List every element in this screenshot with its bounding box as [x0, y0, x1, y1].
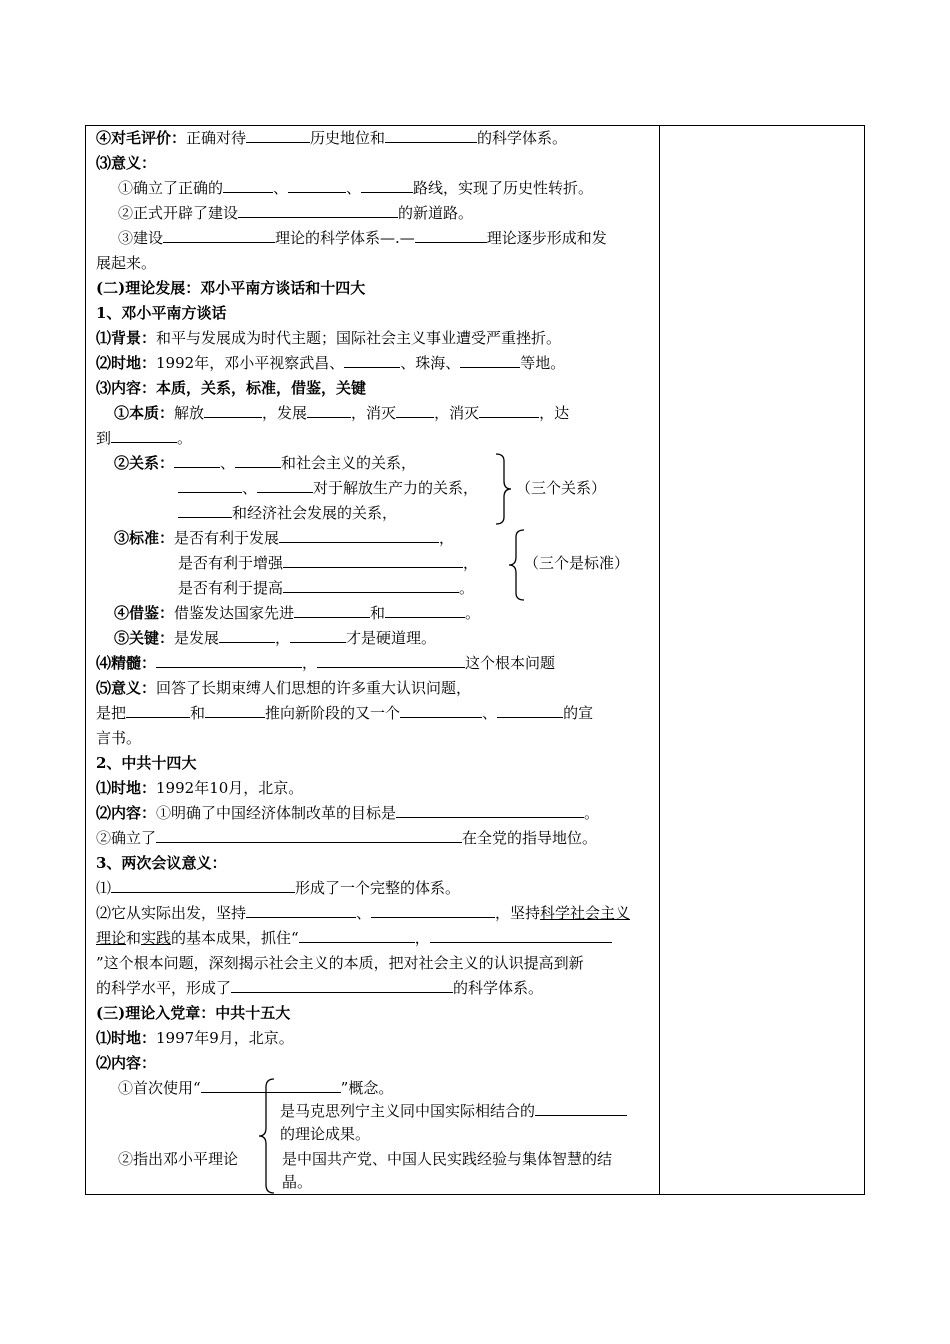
- relation-line-2: 、 对于解放生产力的关系，: [178, 478, 478, 498]
- column-divider: [659, 126, 660, 1194]
- blank[interactable]: [460, 353, 520, 368]
- essence-core-line: ⑷精髓： ， 这个根本问题: [96, 654, 556, 672]
- background-line: ⑴背景：和平与发展成为时代主题；国际社会主义事业遭受严重挫折。: [96, 329, 562, 347]
- blank[interactable]: [385, 128, 477, 143]
- blank[interactable]: [235, 453, 281, 468]
- blank[interactable]: [231, 978, 453, 993]
- blank[interactable]: [283, 553, 463, 568]
- significance-heading: ⑶意义：: [96, 154, 157, 172]
- blank[interactable]: [307, 403, 351, 418]
- meaning-line-1: ⑸意义：回答了长期束缚人们思想的许多重大认识问题，: [96, 679, 472, 697]
- essence-line: ①本质：解放 ，发展 ，消灭 ，消灭 ，达: [114, 404, 570, 422]
- blank[interactable]: [246, 903, 356, 918]
- blank[interactable]: [283, 578, 459, 593]
- blank[interactable]: [111, 878, 295, 893]
- significance-item-2: ②正式开辟了建设 的新道路。: [118, 204, 474, 222]
- congress15-time-line: ⑴时地：1997年9月，北京。: [96, 1029, 294, 1047]
- blank[interactable]: [205, 703, 265, 718]
- blank[interactable]: [246, 128, 310, 143]
- blank[interactable]: [204, 403, 262, 418]
- congress14-time-line: ⑴时地：1992年10月，北京。: [96, 779, 304, 797]
- blank[interactable]: [294, 603, 370, 618]
- blank[interactable]: [497, 703, 563, 718]
- blank[interactable]: [344, 353, 400, 368]
- mao-evaluation-line: ④对毛评价：正确对待 历史地位和 的科学体系。: [96, 129, 568, 147]
- subsection-heading: 2、中共十四大: [96, 754, 197, 772]
- blank[interactable]: [535, 1101, 627, 1116]
- blank[interactable]: [174, 453, 220, 468]
- congress15-item-2-cont: 的理论成果。: [280, 1125, 371, 1143]
- meaning-line-3: 言书。: [96, 729, 142, 747]
- blank[interactable]: [156, 653, 302, 668]
- time-place-line: ⑵时地：1992年，邓小平视察武昌、 、珠海、 等地。: [96, 354, 566, 372]
- significance-item-1: ①确立了正确的 、 、 路线，实现了历史性转折。: [118, 179, 594, 197]
- two-meetings-line-2: ⑵它从实际出发，坚持 、 ，坚持科学社会主义: [96, 904, 631, 922]
- blank[interactable]: [396, 403, 434, 418]
- two-meetings-line-1: ⑴ 形成了一个完整的体系。: [96, 879, 461, 897]
- blank[interactable]: [126, 703, 190, 718]
- blank[interactable]: [396, 803, 584, 818]
- congress15-item-4: 是中国共产党、中国人民实践经验与集体智慧的结: [282, 1150, 613, 1168]
- reference-line: ④借鉴：借鉴发达国家先进 和 。: [114, 604, 481, 622]
- congress15-item-4-cont: 晶。: [282, 1173, 313, 1191]
- congress14-content-line: ⑵内容：①明确了中国经济体制改革的目标是 。: [96, 804, 600, 822]
- subsection-heading: 1、邓小平南方谈话: [96, 304, 227, 322]
- essence-line-cont: 到 。: [96, 429, 193, 447]
- blank[interactable]: [371, 903, 495, 918]
- text-line: 展起来。: [96, 254, 157, 272]
- criterion-line-2: 是否有利于增强 ，: [178, 554, 479, 572]
- two-meetings-line-5: 的科学水平，形成了 的科学体系。: [96, 979, 544, 997]
- blank[interactable]: [238, 203, 398, 218]
- blank[interactable]: [178, 503, 232, 518]
- blank[interactable]: [430, 928, 612, 943]
- brace-right: [494, 453, 514, 525]
- content-heading: ⑶内容：本质，关系，标准，借鉴，关键: [96, 379, 367, 397]
- blank[interactable]: [156, 828, 462, 843]
- blank[interactable]: [219, 628, 275, 643]
- blank[interactable]: [415, 228, 487, 243]
- blank[interactable]: [400, 703, 482, 718]
- congress15-item-1: ①首次使用“ ”概念。: [118, 1079, 394, 1097]
- blank[interactable]: [288, 178, 346, 193]
- congress15-content-heading: ⑵内容：: [96, 1054, 157, 1072]
- blank[interactable]: [361, 178, 413, 193]
- congress15-item-2: 是马克思列宁主义同中国实际相结合的: [280, 1101, 627, 1121]
- congress14-content-line-2: ②确立了 在全党的指导地位。: [96, 829, 598, 847]
- significance-item-3: ③建设 理论的科学体系—.— 理论逐步形成和发: [118, 229, 607, 247]
- section-heading-3: (三)理论入党章：中共十五大: [96, 1004, 291, 1022]
- blank[interactable]: [317, 653, 465, 668]
- blank[interactable]: [223, 178, 273, 193]
- relation-note: （三个关系）: [516, 479, 607, 497]
- criterion-note: （三个是标准）: [524, 554, 630, 572]
- criterion-line-3: 是否有利于提高 。: [178, 579, 475, 597]
- key-line: ⑤关键：是发展 ， 才是硬道理。: [114, 629, 437, 647]
- blank[interactable]: [479, 403, 539, 418]
- label: ④对毛评价：: [96, 129, 187, 147]
- blank[interactable]: [299, 928, 415, 943]
- brace-left: [256, 1078, 276, 1194]
- blank[interactable]: [163, 228, 275, 243]
- two-meetings-line-3: 理论和实践的基本成果，抓住“ ，: [96, 928, 612, 948]
- blank[interactable]: [178, 478, 242, 493]
- relation-line-3: 和经济社会发展的关系，: [178, 503, 397, 523]
- meaning-line-2: 是把 和 推向新阶段的又一个 、 的宣: [96, 704, 594, 722]
- two-meetings-line-4: ”这个根本问题，深刻揭示社会主义的本质，把对社会主义的认识提高到新: [96, 954, 584, 972]
- blank[interactable]: [279, 528, 439, 543]
- congress15-item-3: ②指出邓小平理论: [118, 1150, 239, 1168]
- blank[interactable]: [257, 478, 313, 493]
- worksheet-table: [85, 125, 865, 1195]
- criterion-line-1: ③标准：是否有利于发展 ，: [114, 529, 455, 547]
- blank[interactable]: [290, 628, 346, 643]
- relation-line-1: ②关系： 、 和社会主义的关系，: [114, 454, 417, 472]
- blank[interactable]: [385, 603, 465, 618]
- subsection-heading: 3、两次会议意义：: [96, 854, 227, 872]
- blank[interactable]: [111, 428, 177, 443]
- brace-left: [506, 529, 526, 601]
- section-heading-2: (二)理论发展：邓小平南方谈话和十四大: [96, 279, 366, 297]
